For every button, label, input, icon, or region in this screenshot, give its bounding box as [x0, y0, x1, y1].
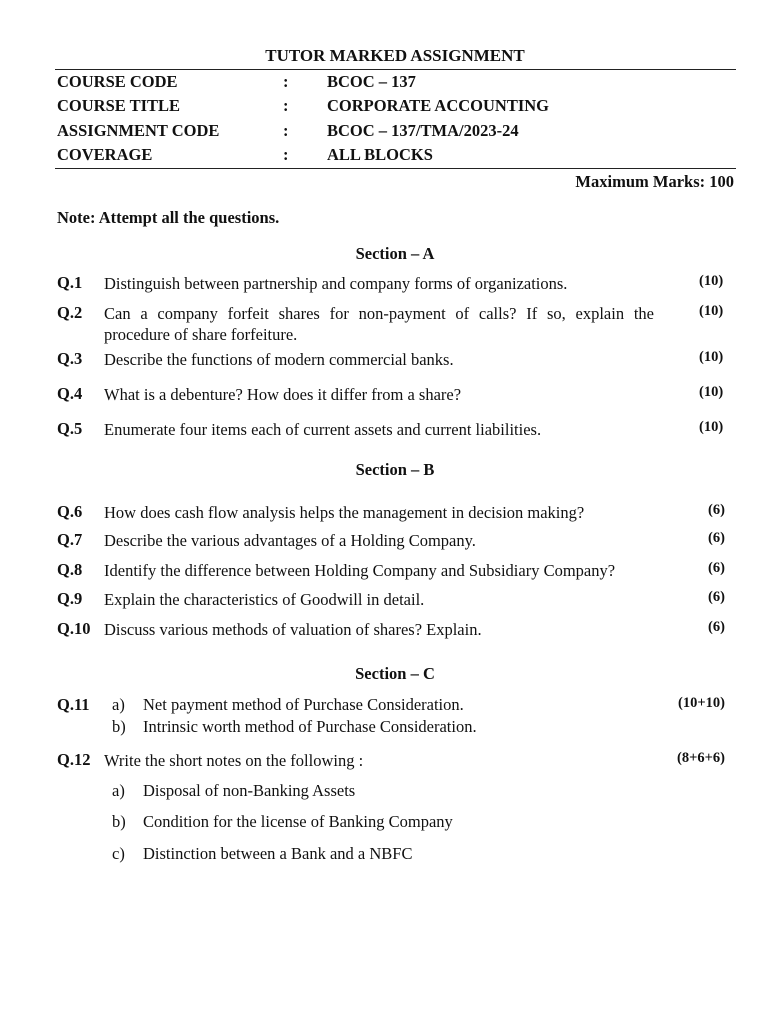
info-colon: :	[283, 72, 289, 91]
question-text: Discuss various methods of valuation of shares? Explain.	[104, 620, 482, 639]
question-marks: (8+6+6)	[677, 750, 725, 766]
question-text: Enumerate four items each of current assets and current liabilities.	[104, 420, 542, 439]
question-text: Distinguish between partnership and company forms of organizations.	[104, 274, 568, 293]
question-marks: (6)	[708, 530, 725, 546]
question-number: Q.7	[57, 530, 83, 549]
question-number: Q.5	[57, 419, 83, 438]
question-text: Write the short notes on the following :	[104, 751, 364, 770]
question-marks: (10)	[699, 349, 724, 365]
info-label: COURSE TITLE	[57, 96, 181, 115]
question-marks: (10)	[699, 384, 724, 400]
question-number: Q.3	[57, 349, 83, 368]
section-a-heading: Section – A	[355, 244, 435, 263]
question-number: Q.2	[57, 303, 83, 322]
header-top-rule	[55, 69, 736, 70]
question-11-item-b	[112, 717, 477, 737]
item-text: Distinction between a Bank and a NBFC	[143, 844, 413, 863]
question-number: Q.11	[57, 695, 90, 714]
info-label: ASSIGNMENT CODE	[57, 121, 220, 140]
info-value: ALL BLOCKS	[327, 145, 433, 164]
question-number: Q.10	[57, 619, 91, 638]
question-12-item-c	[112, 844, 412, 864]
item-text: Intrinsic worth method of Purchase Consideration.	[143, 717, 477, 736]
document-title: TUTOR MARKED ASSIGNMENT	[265, 46, 525, 65]
info-value: CORPORATE ACCOUNTING	[327, 96, 550, 115]
info-label: COVERAGE	[57, 145, 153, 164]
question-text: Describe the various advantages of a Holding Company.	[104, 531, 476, 550]
question-text: Describe the functions of modern commercial banks.	[104, 350, 454, 369]
info-colon: :	[283, 121, 289, 140]
info-label: COURSE CODE	[57, 72, 178, 91]
item-text: Condition for the license of Banking Company	[143, 812, 453, 831]
info-colon: :	[283, 145, 289, 164]
question-marks: (6)	[708, 560, 725, 576]
instruction-note: Note: Attempt all the questions.	[57, 208, 280, 227]
question-number: Q.4	[57, 384, 83, 403]
question-marks: (10+10)	[678, 695, 725, 711]
question-marks: (6)	[708, 619, 725, 635]
item-letter: c)	[112, 844, 125, 863]
item-letter: a)	[112, 695, 125, 714]
question-marks: (10)	[699, 273, 724, 289]
info-value: BCOC – 137	[327, 72, 416, 91]
question-number: Q.8	[57, 560, 83, 579]
info-colon: :	[283, 96, 289, 115]
question-number: Q.9	[57, 589, 83, 608]
question-text: Can a company forfeit shares for non-payment of calls? If so, explain the procedure of share forfeiture.	[104, 304, 654, 344]
question-marks: (10)	[699, 419, 724, 435]
section-b-heading: Section – B	[355, 460, 435, 479]
item-text: Disposal of non-Banking Assets	[143, 781, 356, 800]
item-letter: b)	[112, 812, 126, 831]
question-number: Q.1	[57, 273, 83, 292]
question-12-item-a	[112, 781, 355, 801]
question-12-item-b	[112, 812, 453, 832]
header-bottom-rule	[55, 168, 736, 169]
question-marks: (6)	[708, 589, 725, 605]
item-letter: b)	[112, 717, 126, 736]
question-marks: (10)	[699, 303, 724, 319]
question-text: What is a debenture? How does it differ from a share?	[104, 385, 462, 404]
section-c-heading: Section – C	[355, 664, 435, 683]
question-number: Q.6	[57, 502, 83, 521]
item-letter: a)	[112, 781, 125, 800]
question-text: How does cash flow analysis helps the management in decision making?	[104, 503, 585, 522]
item-text: Net payment method of Purchase Consideration.	[143, 695, 464, 714]
question-number: Q.12	[57, 750, 91, 769]
question-text: Explain the characteristics of Goodwill in detail.	[104, 590, 425, 609]
question-text: Identify the difference between Holding Company and Subsidiary Company?	[104, 561, 616, 580]
info-value: BCOC – 137/TMA/2023-24	[327, 121, 519, 140]
question-marks: (6)	[708, 502, 725, 518]
maximum-marks: Maximum Marks: 100	[575, 172, 734, 191]
question-11-item-a	[112, 695, 464, 715]
